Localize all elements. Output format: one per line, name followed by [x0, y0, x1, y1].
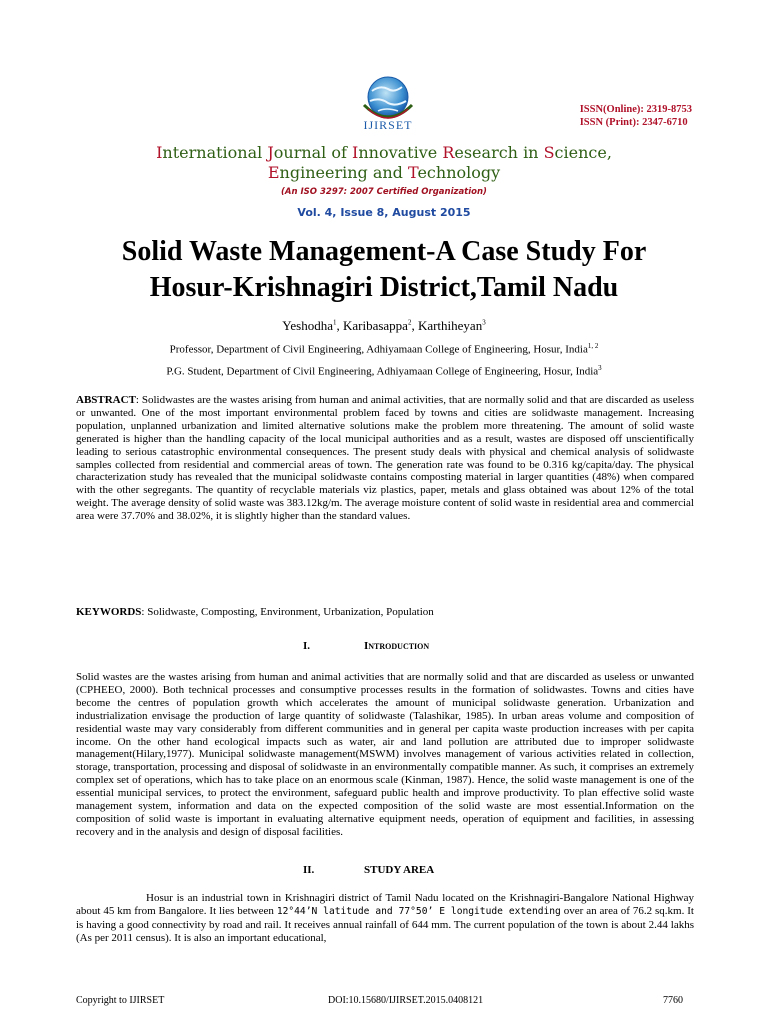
affiliation-1: Professor, Department of Civil Engineering, Adhiyamaan College of Engineering, Hosur, India$^{1, 2}$	[169, 342, 599, 356]
author-name: Karthiheyan	[417, 318, 483, 333]
keywords	[76, 606, 434, 618]
section-number: II.	[303, 864, 315, 876]
section-title: Introduction	[364, 640, 430, 652]
issn-online: ISSN(Online): 2319-8753	[579, 104, 692, 115]
abstract	[76, 394, 694, 523]
volume-issue: Vol. 4, Issue 8, August 2015	[297, 206, 471, 219]
journal-name-line2: Engineering and Technology	[267, 163, 501, 182]
footer-copyright: Copyright to IJIRSET	[76, 995, 165, 1006]
coordinates: 12°44’N latitude and 77°50’ E longitude extending	[276, 905, 561, 917]
issn-block	[580, 103, 692, 129]
section-title: STUDY AREA	[364, 864, 435, 876]
abstract-label: ABSTRACT	[76, 394, 136, 406]
section-number: I.	[303, 640, 311, 652]
iso-certification: (An ISO 3297: 2007 Certified Organization)	[281, 187, 487, 197]
abstract-text: : Solidwastes are the wastes arising from human and animal activities, that are normally solid and that are discarded as useless or unwanted. One of the most important environmental problem faced by towns and cities are solidwaste management. Increasing population, unplanned urbanization and limited alternative solutions make the problem more threatening. The amount of solid waste generated is higher than the handling capacity of the local municipal authorities and as a result, wastes are disposed off unscientifically leading to serious catastrophic environmental consequences. The present study deals with physical and chemical analysis of solidwaste samples collected from residential and commercial areas of town. The generation rate was found to be 0.316 kg/capita/day. The physical characterization study has revealed that the municipal solidwaste contains composting material in larger quantities (48%) when compared with the other segregants. The quantity of recyclable materials viz plastics, paper, metals and glass obtained was about 12% of the total weight. The average density of solid waste was 383.12kg/m. The average moisture content of solid waste in residential area and commercial area were 37.70% and 38.02%, it is slightly higher than the standard values.	[76, 394, 694, 523]
footer-doi: DOI:10.15680/IJIRSET.2015.0408121	[328, 995, 484, 1006]
keywords-label: KEYWORDS	[76, 606, 142, 618]
study-area-paragraph: Hosur is an industrial town in Krishnagiri district of Tamil Nadu located on the Krishnagiri-Bangalore National Highway about 45 km from Bangalore. It lies between 12°44’N latitude and 77°50’ E longitude extending over an area of 76.2 sq.km. It is having a good connectivity by road and rail. It receives annual rainfall of 644 mm. The current population of the town is about 2.44 lakhs (As per 2011 census). It is also an important educational,	[76, 892, 694, 944]
author-name: Karibasappa	[342, 318, 408, 333]
author-list: Yeshodha$^1$, Karibasappa$^2$, Karthiheyan$^3$	[282, 318, 486, 333]
issn-print: ISSN (Print): 2347-6710	[579, 117, 688, 128]
author-name: Yeshodha	[282, 318, 333, 333]
affiliation-2: P.G. Student, Department of Civil Engineering, Adhiyamaan College of Engineering, Hosur, India$^3$	[166, 364, 602, 378]
footer-page-number: 7760	[663, 995, 683, 1006]
paper-title: Solid Waste Management-A Case Study For Hosur-Krishnagiri District,Tamil Nadu	[121, 236, 647, 303]
journal-name-line1: International Journal of Innovative Research in Science,	[156, 143, 612, 162]
introduction-paragraph: Solid wastes are the wastes arising from human and animal activities that are normally solid and that are discarded as useless or unwanted (CPHEEO, 2000). Both technical processes and consumptive processes results in the formation of solidwastes. Towns and cities have become the centres of population growth which accelerates the amount of municipal solidwaste generation. Urbanization and industrialization envisage the production of large quantity of solidwaste (Talashikar, 1985). In urban areas volume and composition of residential waste may vary considerably from different communities and in general per capita waste production increases with per capita income. On the other hand ecological impacts such as water, air and land pollution are attributed due to improper solidwaste management(Hilary,1977). Municipal solidwaste management(MSWM) involves management of various activities related in collection, storage, transportation, processing and disposal of solidwaste in an environmentally compatible manner. As such, it comprises an extremely complex set of operations, which has to take place on an enormous scale (Kinman, 1987). Hence, the solid waste management is one of the essential municipal services, to protect the environment, safeguard public health and improve productivity. To plan effective solid waste management system, information and data on the expected composition of the solid waste are most essential.Information on the composition of solid waste is important in evaluating alternative equipment needs, operation of equipment and facilities, in assessing recovery and in the analysis and design of disposal facilities.	[76, 671, 694, 838]
keywords-text: : Solidwaste, Composting, Environment, Urbanization, Population	[141, 606, 434, 618]
journal-logo-text: IJIRSET	[363, 118, 413, 132]
